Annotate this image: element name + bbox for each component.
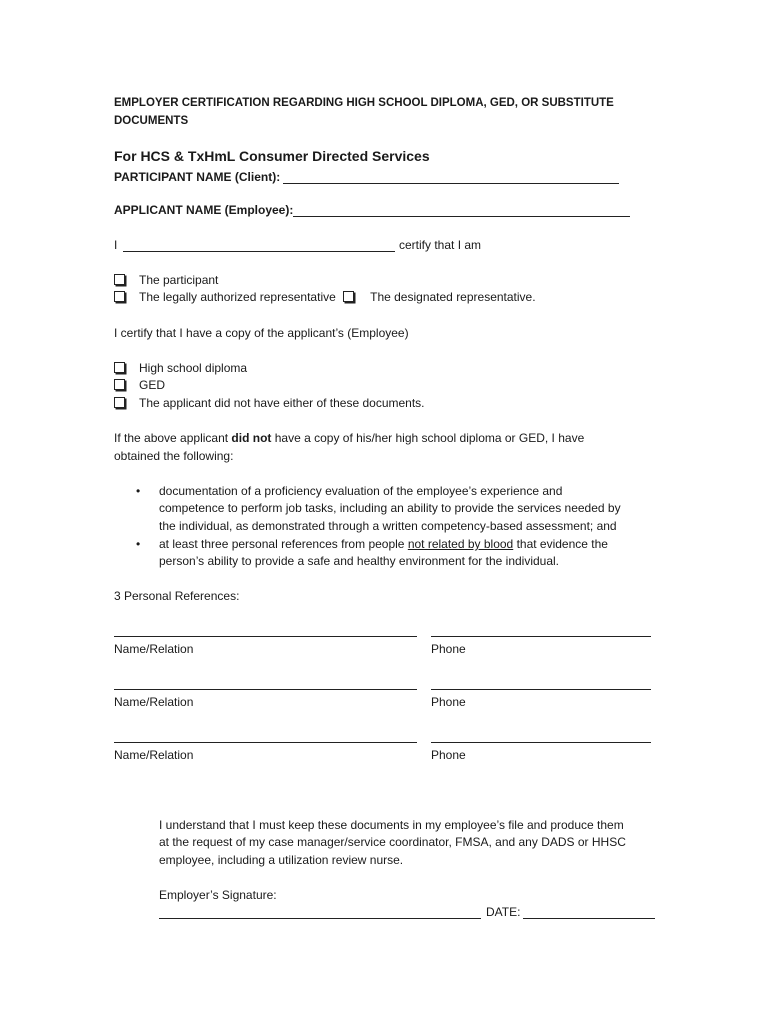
form-title-line1: EMPLOYER CERTIFICATION REGARDING HIGH SCHOOL DIPLOMA, GED, OR SUBSTITUTE <box>114 97 614 109</box>
bullet-2-marker: • <box>136 537 141 551</box>
reference-2-phone-label: Phone <box>431 695 466 709</box>
ged-option-label: GED <box>139 378 166 392</box>
understand-line2: at the request of my case manager/service coordinator, FMSA, and any DADS or HHSC <box>159 835 626 849</box>
applicant-name-label: APPLICANT NAME (Employee): <box>114 203 294 217</box>
role-option-representatives <box>114 290 536 304</box>
understand-line1: I understand that I must keep these documents in my employee’s file and produce them <box>159 818 624 832</box>
signature-label: Employer’s Signature: <box>159 888 277 902</box>
bullet-1-line2: competence to perform job tasks, including an ability to provide the services needed by <box>159 501 621 515</box>
bullet-2-line2: person’s ability to provide a safe and healthy environment for the individual. <box>159 554 560 568</box>
understand-line3: employee, including a utilization review nurse. <box>159 853 404 867</box>
document-option-neither <box>114 396 425 410</box>
if-paragraph-line1 <box>114 431 584 445</box>
if-text-part1: If the above applicant <box>114 431 232 445</box>
if-text-bold: did not <box>231 431 272 445</box>
participant-name-field[interactable] <box>283 183 619 184</box>
bullet-1-line1: documentation of a proficiency evaluation of the employee’s experience and <box>159 484 563 498</box>
designated-rep-option-label: The designated representative. <box>370 290 536 304</box>
reference-1-name-field[interactable] <box>114 636 417 637</box>
bullet-1-line3: the individual, as demonstrated through a written competency-based assessment; and <box>159 519 617 533</box>
reference-2-name-field[interactable] <box>114 689 417 690</box>
legal-rep-option-label: The legally authorized representative <box>139 290 336 304</box>
if-text-part2: have a copy of his/her high school diploma or GED, I have <box>271 431 585 445</box>
certify-suffix: certify that I am <box>399 238 482 252</box>
reference-3-name-label: Name/Relation <box>114 748 194 762</box>
bullet-1-marker: • <box>136 484 141 498</box>
reference-3-name-field[interactable] <box>114 742 417 743</box>
reference-3-phone-field[interactable] <box>431 742 651 743</box>
reference-1-phone-field[interactable] <box>431 636 651 637</box>
bullet-2-pre: at least three personal references from people <box>159 537 408 551</box>
participant-checkbox[interactable] <box>114 274 125 285</box>
reference-3-phone-label: Phone <box>431 748 466 762</box>
certify-prefix: I <box>114 238 118 252</box>
reference-2-phone-field[interactable] <box>431 689 651 690</box>
signature-field[interactable] <box>159 918 481 919</box>
bullet-2-post: that evidence the <box>513 537 608 551</box>
participant-name-label: PARTICIPANT NAME (Client): <box>114 170 281 184</box>
reference-1-name-label: Name/Relation <box>114 642 194 656</box>
references-heading: 3 Personal References: <box>114 589 240 603</box>
designated-rep-checkbox[interactable] <box>343 291 354 302</box>
date-label: DATE: <box>486 905 521 919</box>
document-option-ged <box>114 378 165 392</box>
bullet-2-underlined: not related by blood <box>407 537 514 551</box>
copy-statement: I certify that I have a copy of the applicant’s (Employee) <box>114 326 409 340</box>
reference-2-name-label: Name/Relation <box>114 695 194 709</box>
if-paragraph-line2: obtained the following: <box>114 449 234 463</box>
neither-option-label: The applicant did not have either of these documents. <box>139 396 425 410</box>
bullet-2-line1 <box>159 537 608 551</box>
certifier-name-field[interactable] <box>123 251 395 252</box>
role-option-participant <box>114 273 218 287</box>
form-title-line2: DOCUMENTS <box>114 115 189 127</box>
diploma-option-label: High school diploma <box>139 361 248 375</box>
legal-rep-checkbox[interactable] <box>114 291 125 302</box>
applicant-name-field[interactable] <box>293 216 630 217</box>
document-option-diploma <box>114 361 247 375</box>
reference-1-phone-label: Phone <box>431 642 466 656</box>
form-subtitle: For HCS & TxHmL Consumer Directed Services <box>114 148 430 164</box>
participant-option-label: The participant <box>139 273 219 287</box>
date-field[interactable] <box>523 918 655 919</box>
ged-checkbox[interactable] <box>114 379 125 390</box>
diploma-checkbox[interactable] <box>114 362 125 373</box>
neither-checkbox[interactable] <box>114 397 125 408</box>
